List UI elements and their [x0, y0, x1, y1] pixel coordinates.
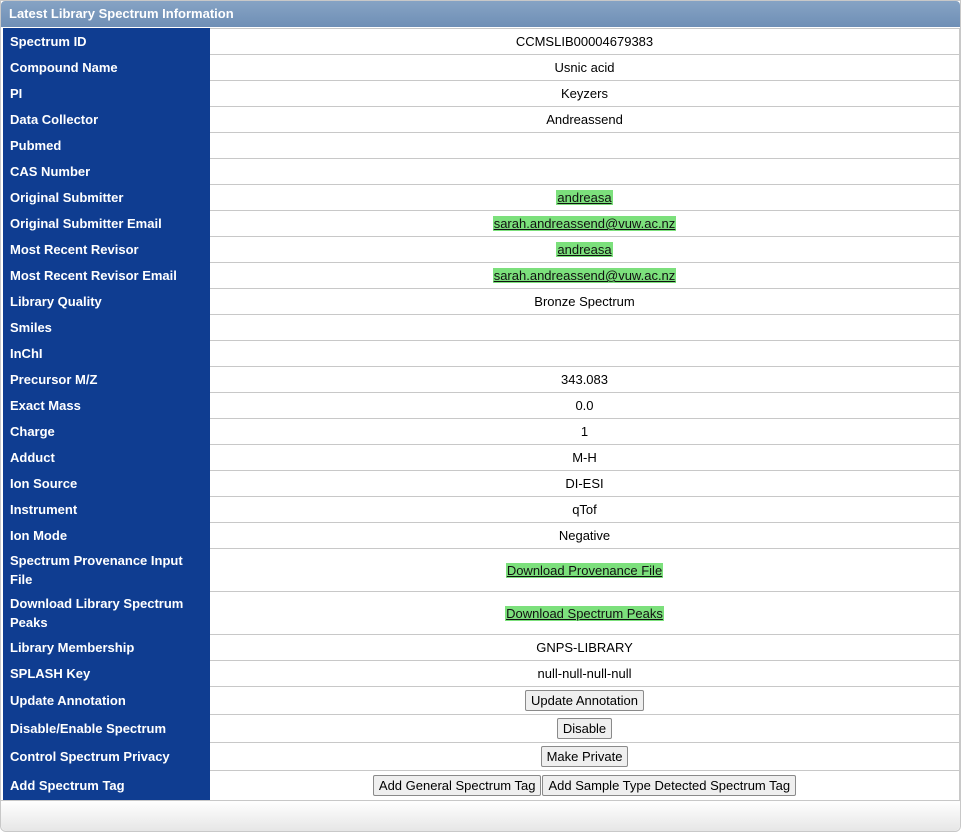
- row-label: Instrument: [4, 497, 210, 523]
- row-label: Disable/Enable Spectrum: [4, 715, 210, 743]
- smiles-value: [210, 315, 960, 341]
- cas-number-value: [210, 159, 960, 185]
- library-membership-value: GNPS-LIBRARY: [210, 635, 960, 661]
- adduct-value: M-H: [210, 445, 960, 471]
- row-label: Library Quality: [4, 289, 210, 315]
- library-quality-value: Bronze Spectrum: [210, 289, 960, 315]
- panel-footer: [1, 800, 960, 831]
- table-row: [4, 715, 960, 743]
- download-provenance-link[interactable]: Download Provenance File: [506, 562, 663, 578]
- exact-mass-value: 0.0: [210, 393, 960, 419]
- add-general-tag-button[interactable]: Add General Spectrum Tag: [373, 775, 542, 796]
- row-label: Original Submitter Email: [4, 211, 210, 237]
- ion-mode-value: Negative: [210, 523, 960, 549]
- add-sample-type-tag-button[interactable]: Add Sample Type Detected Spectrum Tag: [542, 775, 796, 796]
- panel-title: Latest Library Spectrum Information: [1, 1, 960, 27]
- row-label: SPLASH Key: [4, 661, 210, 687]
- table-row: [4, 771, 960, 801]
- row-label: Exact Mass: [4, 393, 210, 419]
- row-label: Smiles: [4, 315, 210, 341]
- most-recent-revisor-link[interactable]: andreasa: [557, 242, 612, 257]
- table-row: [4, 107, 960, 133]
- row-label: Adduct: [4, 445, 210, 471]
- row-label: Library Membership: [4, 635, 210, 661]
- table-row: [4, 185, 960, 211]
- row-label: Original Submitter: [4, 185, 210, 211]
- data-collector-value: Andreassend: [210, 107, 960, 133]
- original-submitter-link[interactable]: andreasa: [557, 190, 612, 205]
- table-row: [4, 341, 960, 367]
- row-label: CAS Number: [4, 159, 210, 185]
- table-row: [4, 133, 960, 159]
- row-label: Most Recent Revisor Email: [4, 263, 210, 289]
- inchi-value: [210, 341, 960, 367]
- download-peaks-link[interactable]: Download Spectrum Peaks: [506, 605, 663, 621]
- table-row: [4, 743, 960, 771]
- table-row: [4, 55, 960, 81]
- update-annotation-button[interactable]: Update Annotation: [525, 690, 644, 711]
- row-label: Update Annotation: [4, 687, 210, 715]
- row-label: Compound Name: [4, 55, 210, 81]
- table-row: [4, 315, 960, 341]
- row-label: Download Library Spectrum Peaks: [4, 592, 210, 635]
- table-row: [4, 159, 960, 185]
- table-row: [4, 523, 960, 549]
- table-row: [4, 661, 960, 687]
- row-label: Spectrum Provenance Input File: [4, 549, 210, 592]
- row-label: Data Collector: [4, 107, 210, 133]
- row-label: Charge: [4, 419, 210, 445]
- table-row: [4, 445, 960, 471]
- ion-source-value: DI-ESI: [210, 471, 960, 497]
- pubmed-value: [210, 133, 960, 159]
- table-row: [4, 367, 960, 393]
- instrument-value: qTof: [210, 497, 960, 523]
- table-row: [4, 211, 960, 237]
- table-row: [4, 635, 960, 661]
- table-row: [4, 497, 960, 523]
- row-label: Add Spectrum Tag: [4, 771, 210, 801]
- table-row: [4, 687, 960, 715]
- spectrum-id-value: CCMSLIB00004679383: [210, 29, 960, 55]
- table-row: [4, 289, 960, 315]
- row-label: PI: [4, 81, 210, 107]
- row-label: Spectrum ID: [4, 29, 210, 55]
- table-row: [4, 263, 960, 289]
- table-row: [4, 393, 960, 419]
- row-label: Precursor M/Z: [4, 367, 210, 393]
- row-label: Ion Mode: [4, 523, 210, 549]
- table-row: [4, 471, 960, 497]
- make-private-button[interactable]: Make Private: [541, 746, 629, 767]
- row-label: Pubmed: [4, 133, 210, 159]
- precursor-mz-value: 343.083: [210, 367, 960, 393]
- row-label: Most Recent Revisor: [4, 237, 210, 263]
- disable-button[interactable]: Disable: [557, 718, 612, 739]
- table-row: [4, 419, 960, 445]
- charge-value: 1: [210, 419, 960, 445]
- splash-key-value: null-null-null-null: [210, 661, 960, 687]
- spectrum-info-table: [3, 28, 960, 801]
- most-recent-revisor-email-link[interactable]: sarah.andreassend@vuw.ac.nz: [493, 268, 676, 283]
- original-submitter-email-link[interactable]: sarah.andreassend@vuw.ac.nz: [493, 216, 676, 231]
- table-row: [4, 549, 960, 592]
- pi-value: Keyzers: [210, 81, 960, 107]
- row-label: Ion Source: [4, 471, 210, 497]
- table-row: [4, 81, 960, 107]
- compound-name-value: Usnic acid: [210, 55, 960, 81]
- table-row: [4, 29, 960, 55]
- row-label: Control Spectrum Privacy: [4, 743, 210, 771]
- table-row: [4, 237, 960, 263]
- table-row: [4, 592, 960, 635]
- row-label: InChI: [4, 341, 210, 367]
